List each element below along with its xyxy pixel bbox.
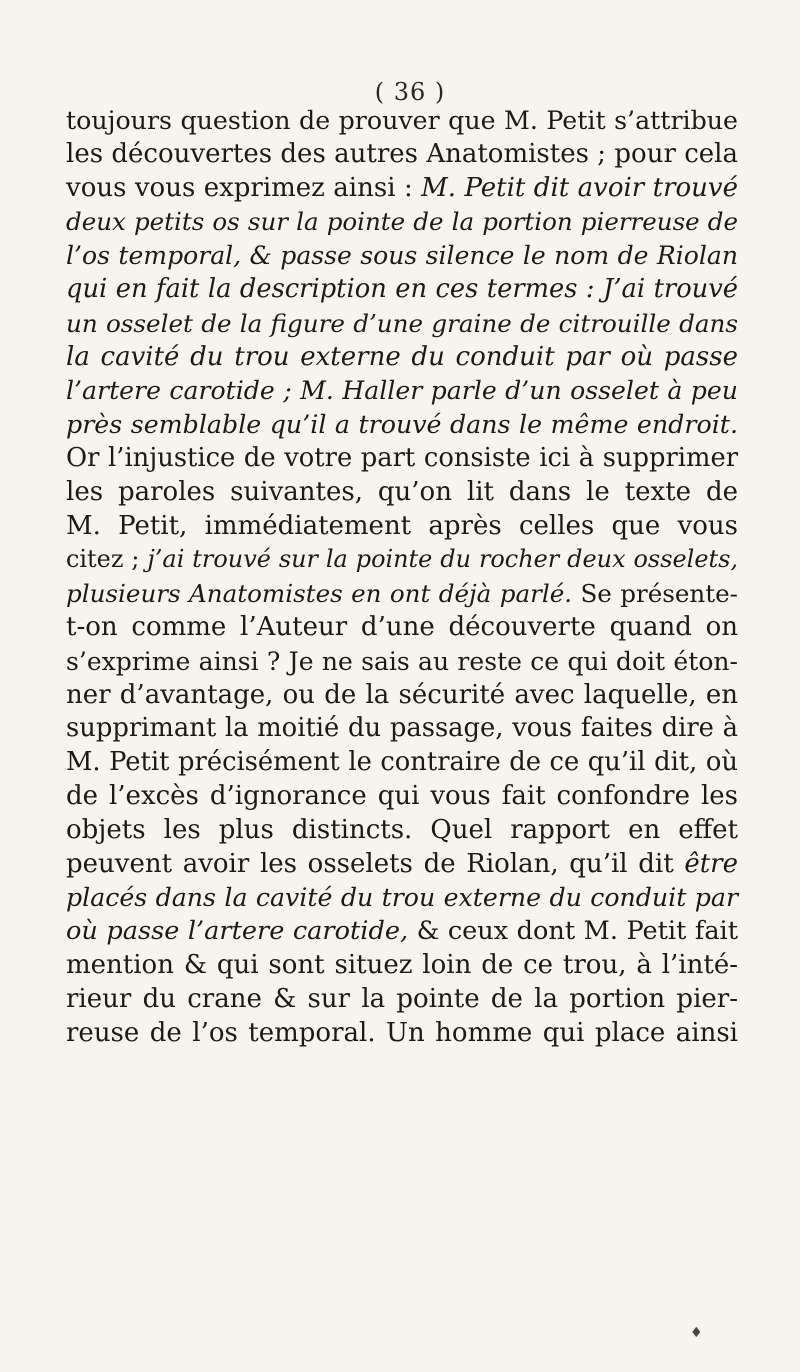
text-line xyxy=(66,915,738,949)
roman-text: citez ; xyxy=(66,545,148,574)
roman-text: vous vous exprimez ainsi : xyxy=(66,172,422,203)
roman-text: mention & qui sont situez loin de ce trou, à l’inté- xyxy=(66,949,738,980)
text-line xyxy=(66,239,738,273)
roman-text: les découvertes des autres Anatomistes ; pour cela xyxy=(66,138,738,169)
italic-text: la cavité du trou externe du conduit par où passe xyxy=(66,341,738,372)
italic-text: être xyxy=(684,848,738,879)
text-line xyxy=(66,983,738,1017)
roman-text: de l’excès d’ignorance qui vous fait confondre les xyxy=(66,780,738,811)
text-line xyxy=(66,814,738,848)
text-line xyxy=(66,645,738,679)
page-number: ( 36 ) xyxy=(374,78,446,106)
italic-text: deux petits os sur la pointe de la portion pierreuse de xyxy=(66,207,738,237)
roman-text: reuse de l’os temporal. Un homme qui place ainsi xyxy=(66,1017,738,1048)
roman-text: Se présente- xyxy=(572,579,738,609)
roman-text: rieur du crane & sur la pointe de la portion pier- xyxy=(66,983,738,1014)
text-line xyxy=(66,476,738,510)
roman-text: supprimant la moitié du passage, vous faites dire à xyxy=(66,713,738,744)
roman-text: toujours question de prouver que M. Petit s’attribue xyxy=(66,106,738,135)
text-line xyxy=(66,881,738,915)
text-line xyxy=(66,104,738,138)
roman-text: & ceux dont M. Petit fait xyxy=(408,916,739,947)
text-line xyxy=(66,712,738,746)
text-line xyxy=(66,442,738,476)
italic-text: l’artere carotide ; M. Haller parle d’un osselet à peu xyxy=(66,376,738,406)
text-line xyxy=(66,172,738,206)
italic-text: placés dans la cavité du trou externe du conduit par xyxy=(66,883,738,913)
italic-text: M. Petit dit avoir trouvé xyxy=(421,172,738,203)
text-line xyxy=(66,543,738,577)
text-line xyxy=(66,1017,738,1051)
roman-text: les paroles suivantes, qu’on lit dans le texte de xyxy=(66,476,738,507)
roman-text: peuvent avoir les osselets de Riolan, qu’il dit xyxy=(66,848,685,879)
text-line xyxy=(66,949,738,983)
body-text xyxy=(66,104,738,1050)
text-line xyxy=(66,611,738,645)
roman-text: ner d’avantage, ou de la sécurité avec laquelle, en xyxy=(66,679,738,710)
text-line xyxy=(66,780,738,814)
roman-text: t-on comme l’Auteur d’une découverte quand on xyxy=(66,611,738,642)
text-line xyxy=(66,273,738,307)
roman-text: M. Petit, immédiatement après celles que vous xyxy=(66,510,738,541)
italic-text: plusieurs Anatomistes en ont déjà parlé. xyxy=(66,579,573,609)
roman-text: Or l’injustice de votre part consiste ici à supprimer xyxy=(66,442,738,473)
text-line xyxy=(66,679,738,713)
text-line xyxy=(66,138,738,172)
italic-text: j’ai trouvé sur la pointe du rocher deux osselets, xyxy=(147,545,738,574)
text-line xyxy=(66,374,738,408)
text-line xyxy=(66,205,738,239)
text-line xyxy=(66,307,738,341)
text-line xyxy=(66,746,738,780)
italic-text: l’os temporal, & passe sous silence le nom de Riolan xyxy=(66,241,738,271)
text-line xyxy=(66,848,738,882)
text-line xyxy=(66,341,738,375)
italic-text: près semblable qu’il a trouvé dans le même endroit. xyxy=(66,410,738,440)
italic-text: qui en fait la description en ces termes : J’ai trouvé xyxy=(66,273,738,304)
text-line xyxy=(66,577,738,611)
italic-text: un osselet de la figure d’une graine de citrouille dans xyxy=(66,308,738,338)
roman-text: objets les plus distincts. Quel rapport en effet xyxy=(66,814,738,845)
italic-text: où passe l’artere carotide, xyxy=(66,916,409,947)
roman-text: s’exprime ainsi ? Je ne sais au reste ce qui doit éton- xyxy=(66,646,738,676)
ink-speck-icon: ♦ xyxy=(690,1325,703,1341)
text-line xyxy=(66,510,738,544)
text-line xyxy=(66,408,738,442)
roman-text: M. Petit précisément le contraire de ce qu’il dit, où xyxy=(66,747,738,778)
